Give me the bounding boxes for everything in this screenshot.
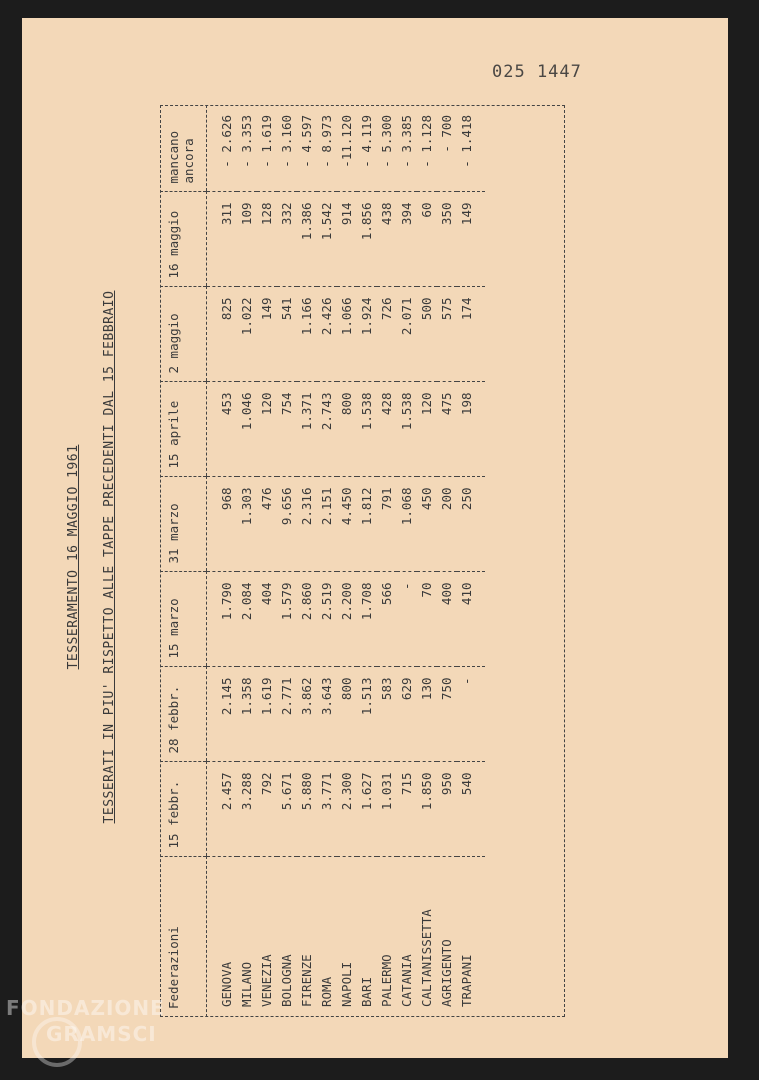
table-cell: 1.850 (417, 762, 437, 857)
table-cell: 2.519 (317, 572, 337, 667)
table-cell: 750 (437, 667, 457, 762)
federation-name: PALERMO (379, 954, 394, 1007)
table-row (257, 105, 277, 1017)
table-cell: 1.031 (377, 762, 397, 857)
table-cell: 2.426 (317, 287, 337, 382)
federation-name: BARI (359, 976, 374, 1007)
document-title: TESSERAMENTO 16 MAGGIO 1961 (66, 444, 81, 670)
table-cell: 1.619 (257, 667, 277, 762)
table-cell: 450 (417, 477, 437, 572)
table-cell: 174 (457, 287, 485, 382)
table-cell: 1.166 (297, 287, 317, 382)
table-cell: 754 (277, 382, 297, 477)
watermark-logo-icon (32, 1017, 82, 1067)
table-cell: 410 (457, 572, 485, 667)
table-cell: - 8.973 (317, 105, 337, 192)
table-cell: - 3.353 (237, 105, 257, 192)
table-cell: 1.022 (237, 287, 257, 382)
table-cell: 109 (237, 192, 257, 287)
fondazione-gramsci-watermark: FONDAZIONE GRAMSCI (6, 995, 165, 1047)
table-cell: - 1.418 (457, 105, 485, 192)
table-cell: - 700 (437, 105, 457, 192)
table-cell: - 5.300 (377, 105, 397, 192)
table-cell: 2.300 (337, 762, 357, 857)
federation-name: CALTANISSETTA (419, 909, 434, 1007)
table-cell: 2.200 (337, 572, 357, 667)
table-row (457, 105, 485, 1017)
document-number: 025 1447 (492, 62, 582, 82)
table-cell: 1.513 (357, 667, 377, 762)
table-row (317, 105, 337, 1017)
federation-name: MILANO (239, 961, 254, 1007)
column-header: 31 marzo (160, 477, 207, 572)
table-cell: 120 (417, 382, 437, 477)
table-cell: 198 (457, 382, 485, 477)
table-cell: 438 (377, 192, 397, 287)
federation-name: NAPOLI (339, 961, 354, 1007)
table-cell: 3.771 (317, 762, 337, 857)
table-cell: - 3.160 (277, 105, 297, 192)
table-cell: 2.316 (297, 477, 317, 572)
column-header: 28 febbr. (160, 667, 207, 762)
table-cell: - 4.119 (357, 105, 377, 192)
table-cell: 791 (377, 477, 397, 572)
document-subtitle: TESSERATI IN PIU' RISPETTO ALLE TAPPE PRECEDENTI DAL 15 FEBBRAIO (102, 290, 117, 824)
column-header: 2 maggio (160, 287, 207, 382)
table-cell: 311 (207, 192, 238, 287)
table-cell: 1.924 (357, 287, 377, 382)
table-cell: 1.542 (317, 192, 337, 287)
table-cell: 428 (377, 382, 397, 477)
table-cell: 400 (437, 572, 457, 667)
table-cell: 566 (377, 572, 397, 667)
table-row (397, 105, 417, 1017)
table-cell: - 4.597 (297, 105, 317, 192)
table-row (237, 105, 257, 1017)
membership-table (160, 105, 485, 1017)
table-cell: 394 (397, 192, 417, 287)
federation-name: CATANIA (399, 954, 414, 1007)
table-cell: 1.856 (357, 192, 377, 287)
table-cell: 2.071 (397, 287, 417, 382)
table-cell: 968 (207, 477, 238, 572)
table-cell: - 3.385 (397, 105, 417, 192)
table-header-row (160, 105, 207, 1017)
table-cell: 715 (397, 762, 417, 857)
table-cell: 1.708 (357, 572, 377, 667)
table-cell: 1.538 (357, 382, 377, 477)
table-cell: 800 (337, 382, 357, 477)
column-header: 15 marzo (160, 572, 207, 667)
table-cell: - 1.128 (417, 105, 437, 192)
federation-name: FIRENZE (299, 954, 314, 1007)
table-cell: - (457, 667, 485, 762)
table-cell: 128 (257, 192, 277, 287)
table-cell: 950 (437, 762, 457, 857)
table-cell: 2.151 (317, 477, 337, 572)
table-cell: 1.068 (397, 477, 417, 572)
table-cell: 1.386 (297, 192, 317, 287)
table-cell: - 1.619 (257, 105, 277, 192)
table-cell: 3.862 (297, 667, 317, 762)
table-cell: 70 (417, 572, 437, 667)
table-cell: 541 (277, 287, 297, 382)
table-row (417, 105, 437, 1017)
table-cell: 629 (397, 667, 417, 762)
table-row (437, 105, 457, 1017)
table-cell: 1.579 (277, 572, 297, 667)
federation-name: BOLOGNA (279, 954, 294, 1007)
table-cell: 1.627 (357, 762, 377, 857)
table-row (377, 105, 397, 1017)
federation-name: TRAPANI (459, 954, 474, 1007)
table-cell: 2.860 (297, 572, 317, 667)
column-header: 15 febbr. (160, 762, 207, 857)
table-cell: 2.084 (237, 572, 257, 667)
table-cell: 1.538 (397, 382, 417, 477)
federation-name: AGRIGENTO (439, 939, 454, 1007)
table-row (297, 105, 317, 1017)
table-cell: 825 (207, 287, 238, 382)
table-cell: 149 (457, 192, 485, 287)
table-cell: 726 (377, 287, 397, 382)
table-cell: 453 (207, 382, 238, 477)
table-cell: 130 (417, 667, 437, 762)
table-cell: 5.880 (297, 762, 317, 857)
federation-name: ROMA (319, 976, 334, 1007)
table-cell: 350 (437, 192, 457, 287)
table-cell: 5.671 (277, 762, 297, 857)
table-cell: 60 (417, 192, 437, 287)
table-cell: 792 (257, 762, 277, 857)
federation-name: VENEZIA (259, 954, 274, 1007)
table-cell: 149 (257, 287, 277, 382)
table-cell: 575 (437, 287, 457, 382)
table-cell: 583 (377, 667, 397, 762)
column-header: 16 maggio (160, 192, 207, 287)
table-cell: 475 (437, 382, 457, 477)
table-cell: 250 (457, 477, 485, 572)
table-cell: 200 (437, 477, 457, 572)
table-cell: 2.771 (277, 667, 297, 762)
table-cell: - 2.626 (207, 105, 238, 192)
table-cell: 2.145 (207, 667, 238, 762)
table-row (357, 105, 377, 1017)
table-cell: 4.450 (337, 477, 357, 572)
table-cell: 332 (277, 192, 297, 287)
table-cell: 1.812 (357, 477, 377, 572)
table-cell: 2.743 (317, 382, 337, 477)
table-cell: - (397, 572, 417, 667)
table-cell: 540 (457, 762, 485, 857)
table-cell: 500 (417, 287, 437, 382)
table-cell: 1.066 (337, 287, 357, 382)
table-cell: 120 (257, 382, 277, 477)
table-cell: 1.790 (207, 572, 238, 667)
table-cell: 404 (257, 572, 277, 667)
table-cell: 3.643 (317, 667, 337, 762)
table-cell: 1.358 (237, 667, 257, 762)
table-row (337, 105, 357, 1017)
table-cell: 2.457 (207, 762, 238, 857)
table-cell: -11.120 (337, 105, 357, 192)
table-cell: 800 (337, 667, 357, 762)
table-cell: 9.656 (277, 477, 297, 572)
federation-name: GENOVA (219, 961, 234, 1007)
column-header: Federazioni (160, 857, 207, 1017)
table-cell: 3.288 (237, 762, 257, 857)
rotated-content (40, 97, 474, 1017)
column-header: 15 aprile (160, 382, 207, 477)
table-cell: 476 (257, 477, 277, 572)
column-header: mancano ancora (160, 105, 207, 192)
table-row (207, 105, 238, 1017)
table-cell: 1.371 (297, 382, 317, 477)
table-cell: 914 (337, 192, 357, 287)
table-row (277, 105, 297, 1017)
table-cell: 1.303 (237, 477, 257, 572)
table-cell: 1.046 (237, 382, 257, 477)
